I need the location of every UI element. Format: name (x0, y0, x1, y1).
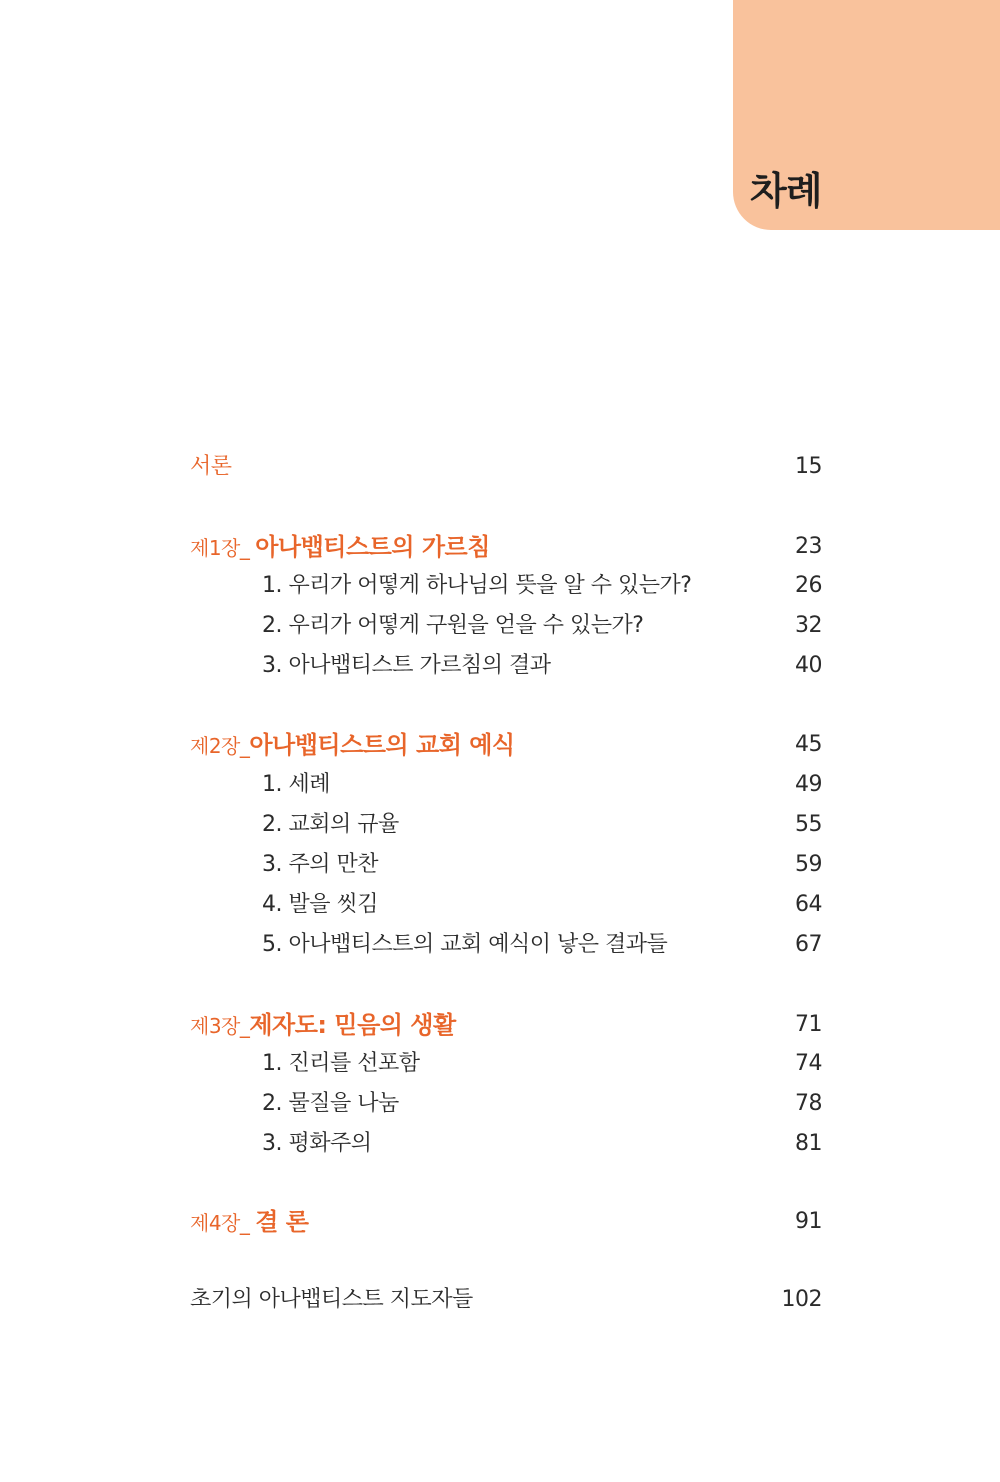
chapter-title: 아나뱁티스트의 가르침 (255, 532, 490, 561)
toc-page-number: 91 (795, 1209, 822, 1234)
toc-page-number: 102 (781, 1287, 822, 1312)
chapter-title: 아나뱁티스트의 교회 예식 (249, 730, 515, 759)
toc-section-label: 3. 주의 만찬 (262, 852, 378, 877)
toc-section-label: 2. 물질을 나눔 (262, 1091, 399, 1116)
toc-page-number: 67 (795, 932, 822, 957)
toc-section[interactable] (190, 848, 822, 882)
toc-chapter-3[interactable] (190, 1008, 822, 1042)
toc-chapter-2[interactable] (190, 728, 822, 762)
chapter-prefix: 제3장_ (190, 1013, 250, 1038)
page-title: 차례 (750, 168, 822, 213)
toc-entry-label: 초기의 아나뱁티스트 지도자들 (190, 1287, 473, 1312)
toc-page-number: 74 (795, 1051, 822, 1076)
chapter-prefix: 제1장_ (190, 535, 256, 560)
toc-entry-appendix[interactable] (190, 1283, 822, 1317)
toc-page-number: 40 (795, 653, 822, 678)
toc-page-number: 23 (795, 534, 822, 559)
toc-section[interactable] (190, 1087, 822, 1121)
toc-chapter-heading (190, 1010, 456, 1039)
toc-page-number: 71 (795, 1012, 822, 1037)
toc-chapter-heading (190, 1207, 309, 1236)
toc-chapter-1[interactable] (190, 530, 822, 564)
toc-page-number: 32 (795, 613, 822, 638)
chapter-prefix: 제4장_ (190, 1210, 256, 1235)
toc-chapter-heading (190, 730, 515, 759)
toc-page-number: 55 (795, 812, 822, 837)
toc-page-number: 45 (795, 732, 822, 757)
toc-section-label: 3. 평화주의 (262, 1131, 372, 1156)
toc-section-label: 1. 진리를 선포함 (262, 1051, 420, 1076)
toc-page-number: 49 (795, 772, 822, 797)
toc-section-label: 3. 아나뱁티스트 가르침의 결과 (262, 653, 551, 678)
toc-page-number: 78 (795, 1091, 822, 1116)
chapter-prefix: 제2장_ (190, 733, 250, 758)
toc-section-label: 1. 우리가 어떻게 하나님의 뜻을 알 수 있는가? (262, 573, 692, 598)
toc-section[interactable] (190, 808, 822, 842)
toc-section-label: 2. 우리가 어떻게 구원을 얻을 수 있는가? (262, 613, 644, 638)
toc-entry-intro[interactable] (190, 450, 822, 484)
toc-entry-label: 서론 (190, 454, 232, 479)
toc-section-label: 2. 교회의 규율 (262, 812, 399, 837)
toc-section-label: 5. 아나뱁티스트의 교회 예식이 낳은 결과들 (262, 932, 668, 957)
toc-section-label: 4. 발을 씻김 (262, 892, 378, 917)
chapter-title: 결 론 (255, 1207, 309, 1236)
toc-page-number: 59 (795, 852, 822, 877)
toc-page-number: 64 (795, 892, 822, 917)
toc-section-label: 1. 세례 (262, 772, 330, 797)
toc-chapter-4[interactable] (190, 1205, 822, 1239)
toc-section[interactable] (190, 569, 822, 603)
toc-section[interactable] (190, 649, 822, 683)
toc-section[interactable] (190, 928, 822, 962)
toc-section[interactable] (190, 609, 822, 643)
toc-chapter-heading (190, 532, 490, 561)
toc-section[interactable] (190, 888, 822, 922)
toc-section[interactable] (190, 768, 822, 802)
toc-section[interactable] (190, 1127, 822, 1161)
toc-page-number: 81 (795, 1131, 822, 1156)
toc-section[interactable] (190, 1047, 822, 1081)
chapter-title: 제자도: 믿음의 생활 (249, 1010, 456, 1039)
toc-page-number: 15 (795, 454, 822, 479)
toc-page-number: 26 (795, 573, 822, 598)
